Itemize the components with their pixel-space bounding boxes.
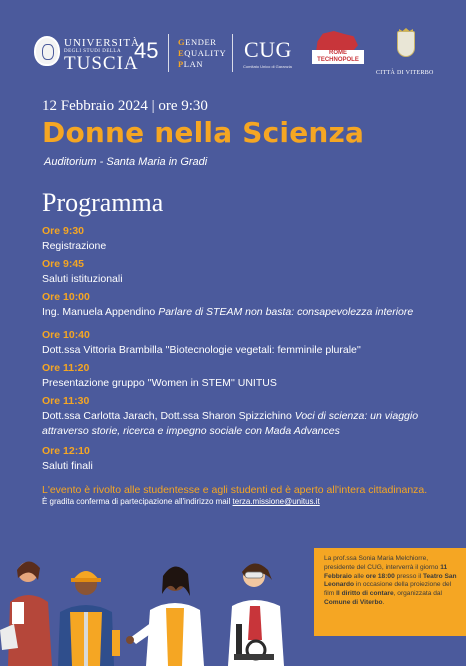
agenda-text: Saluti istituzionali [42, 273, 123, 285]
agenda-time: Ore 10:40 [42, 329, 90, 341]
box-time: ore 18:00 [365, 572, 395, 580]
viterbo-coat-of-arms-icon [397, 31, 415, 57]
agenda-time: Ore 10:00 [42, 291, 90, 303]
agenda-time: Ore 12:10 [42, 445, 90, 457]
agenda-description [42, 239, 452, 254]
agenda-description [42, 272, 452, 287]
agenda-item [42, 257, 452, 290]
university-name: TUSCIA [64, 53, 139, 74]
agenda-item [42, 394, 452, 444]
agenda-time: Ore 9:45 [42, 258, 85, 270]
box-text: , organizzata dal [393, 590, 442, 598]
agenda-time: Ore 11:30 [42, 395, 90, 407]
box-date: 11 Febbraio [324, 563, 448, 580]
agenda-text: Registrazione [42, 240, 107, 252]
audience-notice: L'evento è rivolto alle studentesse e agli studenti ed è aperto all'intera cittadinanza. [42, 484, 428, 496]
cug-logo: CUG [244, 37, 292, 62]
agenda-item [42, 361, 452, 394]
agenda-description [42, 376, 452, 391]
gep-line-2: QUALITY [184, 48, 227, 58]
rsvp-note [42, 497, 320, 506]
cug-sub-label: Comitato Unico di Garanzia [243, 64, 292, 69]
agenda-description [42, 305, 452, 320]
scientist-figure [0, 561, 52, 666]
page-margin [466, 0, 474, 666]
women-scientists-illustration [0, 550, 310, 666]
box-text: alle [351, 572, 366, 580]
gep-line-1: ENDER [185, 37, 217, 47]
agenda-text: Ing. Manuela Appendino [42, 306, 159, 318]
logo-bar [0, 28, 466, 84]
agenda-text: Presentazione gruppo ''Women in STEM'' UNITUS [42, 377, 277, 389]
agenda-item [42, 290, 452, 328]
agenda-item [42, 224, 452, 257]
box-text: La prof.ssa Sonia Maria Melchiorre, presidente del CUG, interverrà il giorno [324, 555, 441, 571]
gender-equality-plan-logo: GENDER EQUALITY PLAN [178, 37, 227, 69]
box-text: . [382, 598, 385, 606]
university-seal-icon [34, 36, 60, 66]
agenda-time: Ore 11:20 [42, 362, 90, 374]
divider [168, 34, 169, 72]
rsvp-text: È gradita conferma di partecipazione all'indirizzo mail [42, 497, 233, 506]
scientist-figure [126, 566, 204, 666]
event-title: Donne nella Scienza [42, 116, 365, 149]
scientist-figure [228, 563, 284, 666]
agenda-text: Dott.ssa Vittoria Brambilla ''Biotecnologie vegetali: femminile plurale'' [42, 344, 361, 356]
box-organizer: Comune di Viterbo [324, 598, 383, 606]
anniversary-logo: 45 [134, 38, 159, 63]
agenda-description [42, 409, 452, 439]
viterbo-label: CITTÀ DI VITERBO [376, 70, 434, 76]
agenda-text: Saluti finali [42, 460, 93, 472]
university-label: UNIVERSITÀ [64, 37, 140, 49]
gep-line-3: LAN [183, 59, 204, 69]
rome-technopole-logo: ROME TECHNOPOLE [312, 50, 364, 64]
agenda-description [42, 459, 452, 474]
agenda-item [42, 444, 452, 474]
agenda-talk-title: Parlare di STEAM non basta: consapevolezza interiore [158, 306, 414, 318]
event-venue: Auditorium - Santa Maria in Gradi [44, 156, 208, 168]
rsvp-email-link[interactable]: terza.missione@unitus.it [232, 497, 320, 506]
agenda-time: Ore 9:30 [42, 225, 85, 237]
scientist-figure [58, 571, 120, 666]
agenda-talk-title: Voci di scienza: un viaggio attraverso storie, ricerca e impegno sociale con Mada Advances [42, 410, 419, 437]
agenda-description [42, 343, 452, 358]
agenda-item [42, 328, 452, 361]
agenda [42, 224, 452, 474]
agenda-text: Dott.ssa Carlotta Jarach, Dott.ssa Sharon Spizzichino [42, 410, 295, 422]
program-heading: Programma [42, 188, 164, 217]
box-text: in occasione della proiezione del film [324, 581, 452, 598]
box-place: Teatro San Leonardo [324, 572, 457, 589]
box-film: Il diritto di contare [336, 590, 394, 598]
related-event-box [314, 548, 466, 636]
event-date: 12 Febbraio 2024 | ore 9:30 [42, 98, 208, 114]
university-sub-label: DEGLI STUDI DELLA [64, 49, 122, 54]
box-text: presso il [394, 572, 423, 580]
divider [232, 34, 233, 72]
